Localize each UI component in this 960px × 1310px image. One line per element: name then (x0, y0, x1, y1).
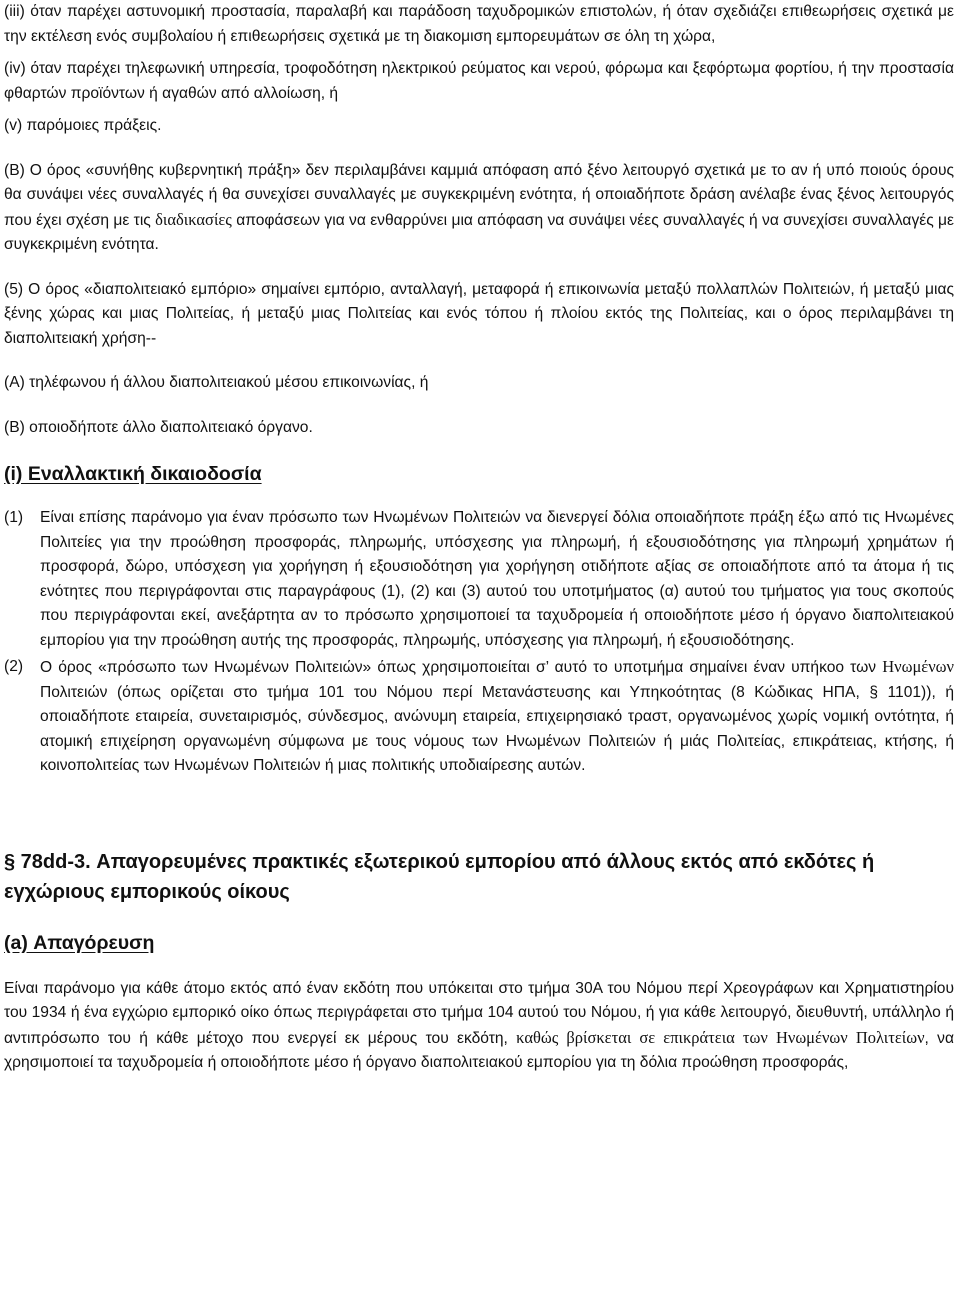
paragraph-B-text-start: (B) Ο όρος «συνήθης κυβερνητική πράξη» δεν περιλαμβάνει καμμιά απόφαση από ξένο λειτουργό σχετικά με το αν ή υπό ποιούς όρους θα συνάψει νέες συναλλαγές ή θα συνεχίσει συναλλαγές με συγκεκριμένη ενότητα, ή οποιαδήποτε δράση ανέλαβε ένας ξένος λειτουργός που έχει σχέση με τις (4, 161, 954, 229)
paragraph-B-definition (4, 159, 954, 258)
paragraph-5-interstate-commerce: (5) Ο όρος «διαπολιτειακό εμπόριο» σημαίνει εμπόριο, ανταλλαγή, μεταφορά ή επικοινωνία μεταξύ πολλαπλών Πολιτειών, ή μεταξύ μιας ξένης χώρας και μιας Πολιτείας, ή μεταξύ μιας Πολιτείας και ενός τόπου ή πλοίου εκτός της Πολιτείας, και ο όρος περιλαμβάνει τη διαπολιτειακή χρήση-- (4, 280, 954, 347)
paragraph-v: (v) παρόμοιες πράξεις. (4, 117, 162, 134)
list-item-number: (2) (4, 658, 24, 675)
heading-prohibition: (a) Απαγόρευση (4, 931, 155, 954)
paragraph-A-telephone: (A) τηλέφωνου ή άλλου διαπολιτειακού μέσου επικοινωνίας, ή (4, 374, 429, 391)
paragraph-iii: (iii) όταν παρέχει αστυνομική προστασία, παραλαβή και παράδοση ταχυδρομικών επιστολών, ή όταν σχεδιάζει επιθεωρήσεις σχετικά με την εκτέλεση ενός συμβολαίου ή επιθεωρήσεις σχετικά με τη διακομιση εμπορευμάτων σε όλη τη χώρα, (4, 3, 954, 45)
prohibition-text-end: , να χρησιμοποιεί τα ταχυδρομεία ή οποιοδήποτε μέσο ή όργανο διαπολιτειακού εμπορίου για τη δόλια προώθηση προσφοράς, (4, 1029, 954, 1071)
paragraph-B-instrument: (B) οποιοδήποτε άλλο διαπολιτειακό όργανο. (4, 418, 313, 436)
prohibition-serif-phrase: καθώς βρίσκεται σε επικράτεια των Ηνωμένων Πολιτείων (516, 1027, 925, 1047)
section-heading-78dd-3: § 78dd-3. Απαγορευμένες πρακτικές εξωτερικού εμπορίου από άλλους εκτός από εκδότες ή εγχώριους εμπορικούς οίκους (4, 850, 875, 903)
heading-alternative-jurisdiction: (i) Εναλλακτική δικαιοδοσία (4, 463, 262, 485)
list-item-text-start: Ο όρος «πρόσωπο των Ηνωμένων Πολιτειών» όπως χρησιμοποιείται σ’ αυτό το υποτμήμα σημαίνει έναν υπήκοο των (40, 659, 883, 676)
list-item-text-end: Πολιτειών (όπως ορίζεται στο τμήμα 101 του Νόμου περί Μετανάστευσης και Υπηκοότητας (8 Κώδικας ΗΠΑ, § 1101)), ή οποιαδήποτε εταιρεία, συνεταιρισμός, σύνδεσμος, ανώνυμη εταιρεία, επιχειρησιακό τραστ, οργανωμένος χωρίς νομική οντότητα, ή ατομική επιχείρηση οργανωμένη σύμφωνα με τους νόμους των Ηνωμένων Πολιτειών ή μιάς Πολιτείας, επικράτειας, κτήσης, ή κοινοπολιτείας των Ηνωμένων Πολιτειών ή μιας πολιτικής υποδιαίρεσης αυτών. (40, 683, 954, 774)
paragraph-B-serif-word: διαδικασίες (155, 209, 232, 229)
paragraph-iv: (iv) όταν παρέχει τηλεφωνική υπηρεσία, τροφοδότηση ηλεκτρικού ρεύματος και νερού, φόρωμα και ξεφόρτωμα φορτίου, ή την προστασία φθαρτών προϊόντων ή αγαθών από αλλοίωση, ή (4, 60, 954, 102)
list-item-text: Είναι επίσης παράνομο για έναν πρόσωπο των Ηνωμένων Πολιτειών να διενεργεί δόλια οποιαδήποτε πράξη έξω από τις Ηνωμένες Πολιτείες για την προώθηση προσφοράς, πληρωμής, υπόσχεσης για πληρωμή, ή εξουσιοδότησης για πληρωμή χρημάτων ή προσφορά, δώρο, υπόσχεση για χορήγηση ή εξουσιοδότηση για χορήγηση οτιδήποτε αξίας σε οποιαδήποτε από τα άτομα ή τις ενότητες που περιγράφονται στις παραγράφους (1), (2) και (3) αυτού του υποτμήματος (α) αυτού του τμήματος για τους σκοπούς που περιγράφονται εκεί, ανεξάρτητα αν το πρόσωπο χρησιμοποιεί τα ταχυδρομεία ή οποιοδήποτε μέσο ή όργανο διαπολιτειακού εμπορίου για την προώθηση αυτής της προσφοράς, πληρωμής, υπόσχεσης για πληρωμή, ή εξουσιοδότησης. (40, 509, 954, 649)
list-item-2 (4, 655, 954, 779)
paragraph-prohibition-text (4, 977, 954, 1076)
list-item-number: (1) (4, 509, 24, 526)
list-item-text (40, 655, 954, 779)
prohibition-text-start: Είναι παράνομο για κάθε άτομο εκτός από έναν εκδότη που υπόκειται στο τμήμα 30A του Νόμου περί Χρεογράφων και Χρηματιστηρίου του 1934 ή ένα εγχώριο εμπορικό οίκο όπως περιγράφεται στο τμήμα 104 αυτού του Νόμου, ή για κάθε λειτουργό, διευθυντή, υπάλληλο ή αντιπρόσωπο του ή κάθε μέτοχο που ενεργεί εκ μέρους του εκδότη, (4, 979, 954, 1047)
list-item-serif-word: Ηνωμένων (882, 657, 954, 676)
paragraph-B-text-end: αποφάσεων για να ενθαρρύνει μια απόφαση να συνάψει νέες συναλλαγές ή να συνεχίσει συναλλαγές με συγκεκριμένη ενότητα. (4, 211, 954, 253)
list-item-1 (4, 506, 954, 653)
